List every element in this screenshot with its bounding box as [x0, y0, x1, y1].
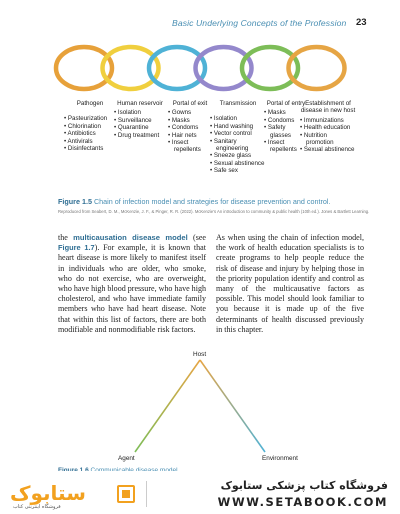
watermark-banner	[0, 471, 400, 514]
strategy-item: • Nutrition promotion	[300, 132, 356, 147]
strategy-list	[210, 115, 266, 174]
strategy-item: • Safe sex	[210, 167, 266, 174]
strategy-item: • Pasteurization	[64, 115, 116, 122]
strategy-item: • Quarantine	[114, 124, 166, 131]
strategy-item: • Hair nets	[168, 132, 212, 139]
strategy-list	[300, 117, 356, 154]
watermark-logo-subtitle: فروشگاه اینترنتی کتاب	[13, 504, 61, 510]
chain-of-infection-diagram	[0, 40, 400, 100]
strategy-item: • Sanitary engineering	[210, 138, 266, 153]
strategy-item: • Condoms	[264, 117, 308, 124]
body-text-left	[58, 233, 206, 335]
strategy-item: • Hand washing	[210, 123, 266, 130]
body-left-rest: ). For example, it is known that heart disease is more likely to manifest itself in individuals who are older, who smoke, who do not exercise, who are overweight, who have high blood pressure, who have high cholesterol, and who have immediate family members who have had heart disease. Note that within this list of factors, there are both modifiable and nonmodifiable risk factors.	[58, 243, 206, 334]
strategy-item: • Immunizations	[300, 117, 356, 124]
figure-1-7-link[interactable]: Figure 1.7	[58, 243, 95, 253]
figure-1-5-caption	[58, 197, 358, 206]
chain-link-heading: Human reservoir	[117, 100, 163, 107]
figure-1-5-caption-text: Chain of infection model and strategies for disease prevention and control.	[93, 197, 331, 206]
figure-1-5-label: Figure 1.5	[58, 197, 92, 206]
strategy-item: • Vector control	[210, 130, 266, 137]
strategy-item: • Health education	[300, 124, 356, 131]
communicable-disease-triangle	[0, 345, 400, 470]
chain-link-column	[210, 100, 266, 175]
strategy-item: • Insect repellents	[168, 139, 212, 154]
strategy-item: • Insect repellents	[264, 139, 308, 154]
watermark-divider	[146, 481, 147, 507]
vertex-label-environment: Environment	[262, 455, 298, 462]
strategy-item: • Masks	[168, 117, 212, 124]
body-left-mid: (see	[187, 233, 207, 242]
chain-link-heading: Establishment of disease in new host	[300, 100, 356, 115]
strategy-item: • Sexual abstinence	[210, 160, 266, 167]
chain-link-column	[114, 100, 166, 139]
watermark-emblem-icon	[117, 485, 135, 503]
figure-1-5-source: Reproduced from Seabert, D. M., McKenzie, J. F., & Pinger, R. R. (2022). McKenzie's An introduction to community & public health (10th ed.). Jones & Bartlett Learning.	[58, 209, 370, 214]
strategy-item: • Sexual abstinence	[300, 146, 356, 153]
vertex-label-agent: Agent	[118, 455, 135, 462]
watermark-url[interactable]: WWW.SETABOOK.COM	[217, 495, 388, 509]
watermark-title: فروشگاه کتاب پزشکی ستابوک	[220, 479, 388, 492]
strategy-list	[114, 109, 166, 139]
triangle-edge-host-agent	[135, 360, 200, 452]
strategy-item: • Drug treatment	[114, 132, 166, 139]
strategy-item: • Condoms	[168, 124, 212, 131]
strategy-item: • Masks	[264, 109, 308, 116]
chain-link-column	[64, 100, 116, 152]
chain-link-heading: Pathogen	[76, 100, 104, 107]
body-left-prefix: the	[58, 233, 74, 242]
strategy-item: • Sneeze glass	[210, 152, 266, 159]
vertex-label-host: Host	[193, 351, 207, 358]
chain-link-column	[168, 100, 212, 154]
strategy-item: • Chlorination	[64, 123, 116, 130]
strategy-list	[64, 115, 116, 152]
strategy-list	[168, 109, 212, 153]
keyword-multicausation: multicausation disease model	[73, 233, 188, 242]
chain-link-heading: Portal of entry	[266, 100, 306, 107]
watermark-logo: ستابوک	[10, 481, 86, 505]
strategy-item: • Safety glasses	[264, 124, 308, 139]
strategy-item: • Antivirals	[64, 138, 116, 145]
body-text-right: As when using the chain of infection model, the work of health education specialists is to create programs to help people reduce the risk of disease and injury by helping those in the priority population identify and control as many of the multicausative factors as possible. This model should look familiar to you because it is made up of the five determinants of health discussed previously in this chapter.	[216, 233, 364, 334]
strategy-item: • Disinfectants	[64, 145, 116, 152]
chain-link-heading: Portal of exit	[172, 100, 208, 107]
chain-link-heading: Transmission	[219, 100, 257, 107]
strategy-item: • Antibiotics	[64, 130, 116, 137]
running-title: Basic Underlying Concepts of the Profession	[172, 18, 347, 28]
page-number: 23	[356, 17, 367, 28]
strategy-item: • Surveillance	[114, 117, 166, 124]
chain-link-column	[300, 100, 356, 154]
strategy-item: • Isolation	[114, 109, 166, 116]
strategy-item: • Isolation	[210, 115, 266, 122]
strategy-item: • Gowns	[168, 109, 212, 116]
triangle-edge-host-environment	[200, 360, 265, 452]
